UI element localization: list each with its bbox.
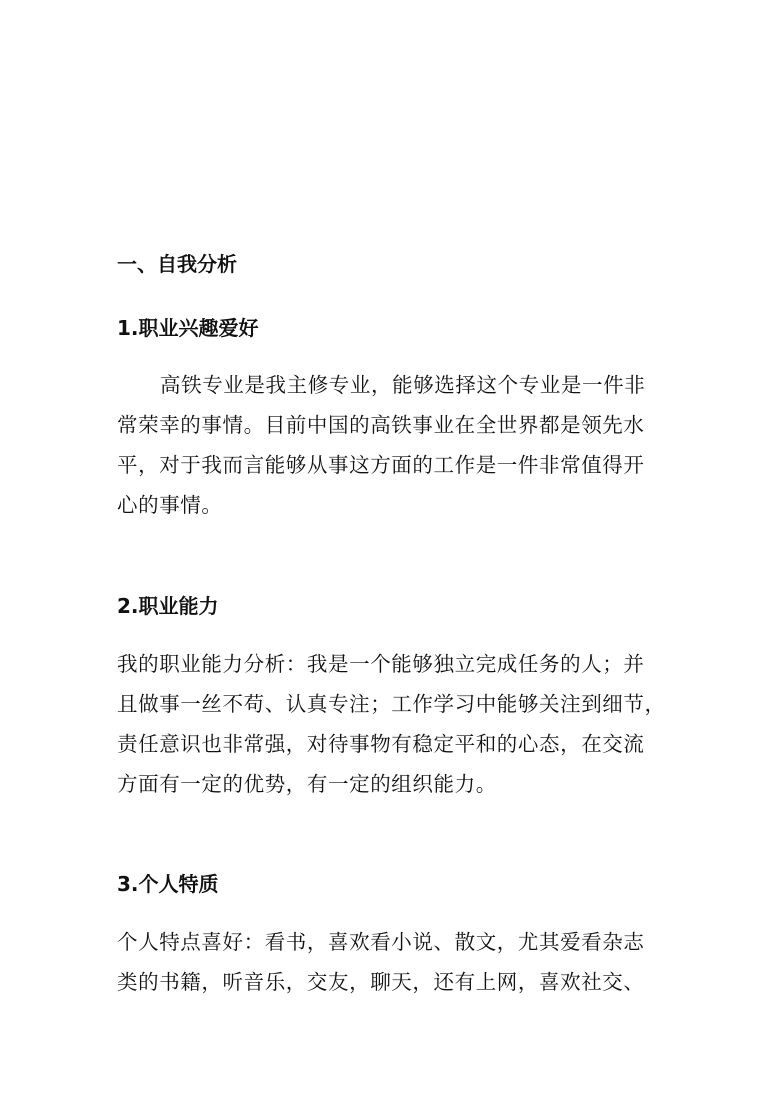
interest-line-2: 常荣幸的事情。目前中国的高铁事业在全世界都是领先水 [117, 413, 645, 437]
traits-line-1: 个人特点喜好：看书，喜欢看小说、散文，尤其爱看杂志 [117, 930, 645, 954]
ability-paragraph [117, 644, 666, 804]
ability-line-4: 方面有一定的优势，有一定的组织能力。 [117, 772, 497, 796]
traits-line-2: 类的书籍，听音乐，交友，聊天，还有上网，喜欢社交、 [117, 970, 645, 994]
traits-heading: 3.个人特质 [117, 872, 219, 896]
ability-line-2: 且做事一丝不苟、认真专注；工作学习中能够关注到细节， [117, 692, 666, 716]
interest-line-1: 高铁专业是我主修专业，能够选择这个专业是一件非 [160, 373, 646, 397]
ability-line-3: 责任意识也非常强，对待事物有稳定平和的心态，在交流 [117, 732, 645, 756]
interest-paragraph [117, 365, 662, 525]
interest-line-4: 心的事情。 [117, 493, 223, 517]
interest-heading: 1.职业兴趣爱好 [117, 316, 259, 340]
section-title: 一、自我分析 [117, 252, 237, 276]
interest-line-3: 平，对于我而言能够从事这方面的工作是一件非常值得开 [117, 453, 645, 477]
ability-heading: 2.职业能力 [117, 594, 219, 618]
traits-paragraph [117, 922, 662, 1002]
ability-line-1: 我的职业能力分析：我是一个能够独立完成任务的人；并 [117, 652, 645, 676]
